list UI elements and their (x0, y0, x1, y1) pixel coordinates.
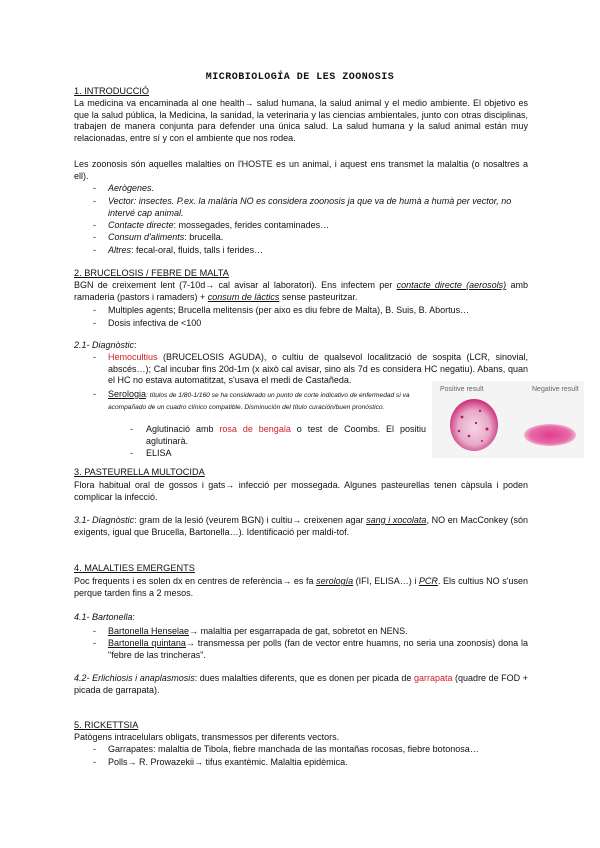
list-bullet: - (93, 196, 96, 206)
section-3-diagnosis: 3.1- Diagnòstic: gram de la lesió (veurem BGN) i cultiu→ creixenen agar sang i xocolata, NO en MacConkey (són exigents, igual que Brucella, Bartonella…). Identificació per maldi-tof. (74, 515, 528, 537)
list-bullet: - (93, 220, 96, 230)
section-2-heading: 2. BRUCELOSIS / FEBRE DE MALTA (74, 268, 229, 278)
list-item: Altres: fecal-oral, fluids, talls i ferides… (108, 245, 264, 255)
hemocultius-item: Hemocultius (BRUCELOSIS AGUDA), o cultiu de qualsevol localització de sospita (LCR, sinovial, abscés…); Cal incubar fins 20d-1m (x això cal avisar, sino als 7d es considera HC negatiu). Abans, quan el HC no estava automatitzat, s'usava el medi de Castañeda. (108, 352, 528, 386)
list-bullet: - (93, 318, 96, 328)
list-bullet: - (93, 626, 96, 636)
agglutination-stain-illustration (432, 381, 584, 458)
bartonella-subheading: 4.1- Bartonella: (74, 612, 136, 622)
list-item: Consum d'aliments: brucella. (108, 232, 224, 242)
section-4-heading: 4. MALALTIES EMERGENTS (74, 563, 195, 573)
aglutinacio-item: Aglutinació amb rosa de bengala o test de Coombs. El positiu aglutinarà. (146, 424, 426, 446)
list-bullet: - (130, 424, 133, 434)
list-bullet: - (93, 232, 96, 242)
list-bullet: - (93, 352, 96, 362)
diagnosis-subheading: 2.1- Diagnòstic: (74, 340, 137, 350)
list-item: Vector: insectes. P.ex. la malària NO es considera zoonosis ja que va de humà a humà per vector, no intervé cap animal. (108, 196, 512, 218)
erlichiosis-paragraph: 4.2- Erlichiosis i anaplasmosis: dues malalties diferents, que es donen per picada de garrapata (quadre de FOD + picada de garrapata). (74, 673, 528, 695)
section-1-heading: 1. INTRODUCCIÓ (74, 86, 150, 96)
positive-result-label: Positive result (440, 386, 484, 393)
list-item: Aerògenes. (108, 183, 155, 193)
agglutination-test-image (432, 381, 584, 458)
list-bullet: - (93, 638, 96, 648)
list-bullet: - (93, 245, 96, 255)
list-bullet: - (93, 305, 96, 315)
section-2-paragraph: BGN de creixement lent (7-10d→ cal avisar al laboratori). Ens infectem per contacte directe (aerosols) amb ramaderia (pastors i ramaders) + consum de làctics sense pasteuritzar. (74, 280, 528, 302)
serologia-item: Serologia: títulos de 1/80-1/160 se ha considerado un punto de corte indicativo de enfermedad si va acompañado de un cuadro clínico compatible. Disminución del título curación/buen pronóstico. (108, 389, 410, 411)
bartonella-henselae-item: Bartonella Henselae→ malaltia per esgarrapada de gat, sobretot en NENS. (108, 626, 408, 636)
section-3-paragraph: Flora habitual oral de gossos i gats→ infecció per mossegada. Algunes pasteurellas tenen càpsula i poden complicar la infecció. (74, 480, 528, 502)
list-bullet: - (93, 757, 96, 767)
negative-result-label: Negative result (532, 386, 579, 393)
list-item: Polls→ R. Prowazekii→ tifus exantèmic. Malaltia epidèmica. (108, 757, 348, 767)
section-5-heading: 5. RICKETTSIA (74, 720, 139, 730)
section-4-paragraph: Poc frequents i es solen dx en centres de referència→ es fa serología (IFI, ELISA…) i PCR. Els cultius NO s'usen perque tarden fins a 2 mesos. (74, 576, 528, 598)
list-item: Garrapates: malaltia de Tibola, fiebre manchada de las montañas rocosas, fiebre botonosa… (108, 744, 479, 754)
list-bullet: - (93, 744, 96, 754)
document-title: MICROBIOLOGÍA DE LES ZOONOSIS (205, 72, 395, 83)
section-5-paragraph: Patògens intracelulars obligats, transmessos per diferents vectors. (74, 732, 340, 742)
section-1-paragraph-2: Les zoonosis són aquelles malalties on l'HOSTE es un animal, i aquest ens transmet la malaltia (o nosaltres a ell). (74, 159, 528, 181)
list-item: Multiples agents; Brucella melitensis (per aixo es diu febre de Malta), B. Suis, B. Abortus… (108, 305, 470, 315)
list-bullet: - (93, 389, 96, 399)
elisa-item: ELISA (146, 448, 172, 458)
bartonella-quintana-item: Bartonella quintana→ transmessa per polls (fan de vector entre huamns, no seria una zoonosis) dona la "febre de las trincheras". (108, 638, 529, 660)
section-3-heading: 3. PASTEURELLA MULTOCIDA (74, 467, 205, 477)
list-bullet: - (130, 448, 133, 458)
list-bullet: - (93, 183, 96, 193)
list-item: Dosis infectiva de <100 (108, 318, 202, 328)
section-1-paragraph-1: La medicina va encaminada al one health→ salud humana, la salud animal y el medio ambiente. El objetivo es que la salud pública, la Medicina, la sanidad, la veterinaria y las ciencias ambientales, junto con otras disciplinas, trabajen de manera conjunta para defender una única salud. La salud humana y la salud animal están muy relacionadas, entre sí y con el ambiente que nos rodea. (74, 98, 528, 143)
list-item: Contacte directe: mossegades, ferides contaminades… (108, 220, 330, 230)
